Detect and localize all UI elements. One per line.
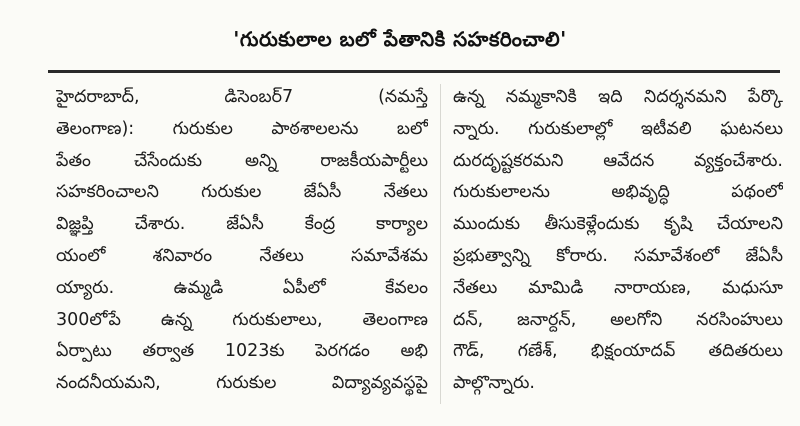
headline: 'గురుకులాల బలో పేతానికి సహకరించాలి' — [233, 27, 567, 51]
article-line: పేతం చేసేందుకు అన్ని రాజకీయపార్టీలు — [56, 150, 428, 171]
article-line: హైదరాబాద్, డిసెంబర్7 (నమస్తే — [56, 87, 428, 107]
article-line: దన్, జనార్దన్, అలగోని నరసింహులు — [453, 309, 783, 330]
article-line: య్యారు. ఉమ్మడి ఏపీలో కేవలం — [56, 277, 428, 298]
headline-rule — [48, 70, 780, 73]
left-column — [56, 82, 428, 400]
article-line: తెలంగాణ): గురుకుల పాఠశాలలను బలో — [56, 118, 428, 139]
article-line: నేతలు మామిడి నారాయణ, మధుసూ — [453, 277, 783, 298]
article-line: విజ్ఞప్తి చేశారు. జేఏసీ కేంద్ర కార్యాల — [56, 214, 428, 235]
article-line: సహకరించాలని గురుకుల జేఏసీ నేతలు — [56, 182, 428, 203]
article-line: నందనీయమని, గురుకుల విద్యావ్యవస్థపై — [56, 373, 428, 394]
article-line: ముందుకు తీసుకెళ్లేందుకు కృషి చేయాలని — [453, 214, 783, 235]
article-line: ఉన్న నమ్మకానికి ఇది నిదర్శనమని పేర్కొ — [453, 87, 783, 107]
article-line: గురుకులాలను అభివృద్ధి పథంలో — [453, 182, 783, 203]
right-column — [453, 82, 783, 400]
article-line: యంలో శనివారం నేతలు సమావేశమ — [56, 245, 428, 266]
article-line: గౌడ్, గణేశ్, భిక్షంయాదవ్ తదితరులు — [453, 341, 783, 362]
article-line: ప్రభుత్వాన్ని కోరారు. సమావేశంలో జేఏసీ — [453, 245, 783, 266]
article-line: 300లోపే ఉన్న గురుకులాలు, తెలంగాణ — [56, 309, 428, 330]
column-divider — [440, 84, 441, 404]
article-line: న్నారు. గురుకులాల్లో ఇటీవలి ఘటనలు — [453, 118, 783, 139]
article-line: ఏర్పాటు తర్వాత 1023కు పెరగడం అభి — [56, 341, 428, 362]
article-line: దురదృష్టకరమని ఆవేదన వ్యక్తంచేశారు. — [453, 150, 783, 171]
article-line: పాల్గొన్నారు. — [453, 373, 535, 394]
